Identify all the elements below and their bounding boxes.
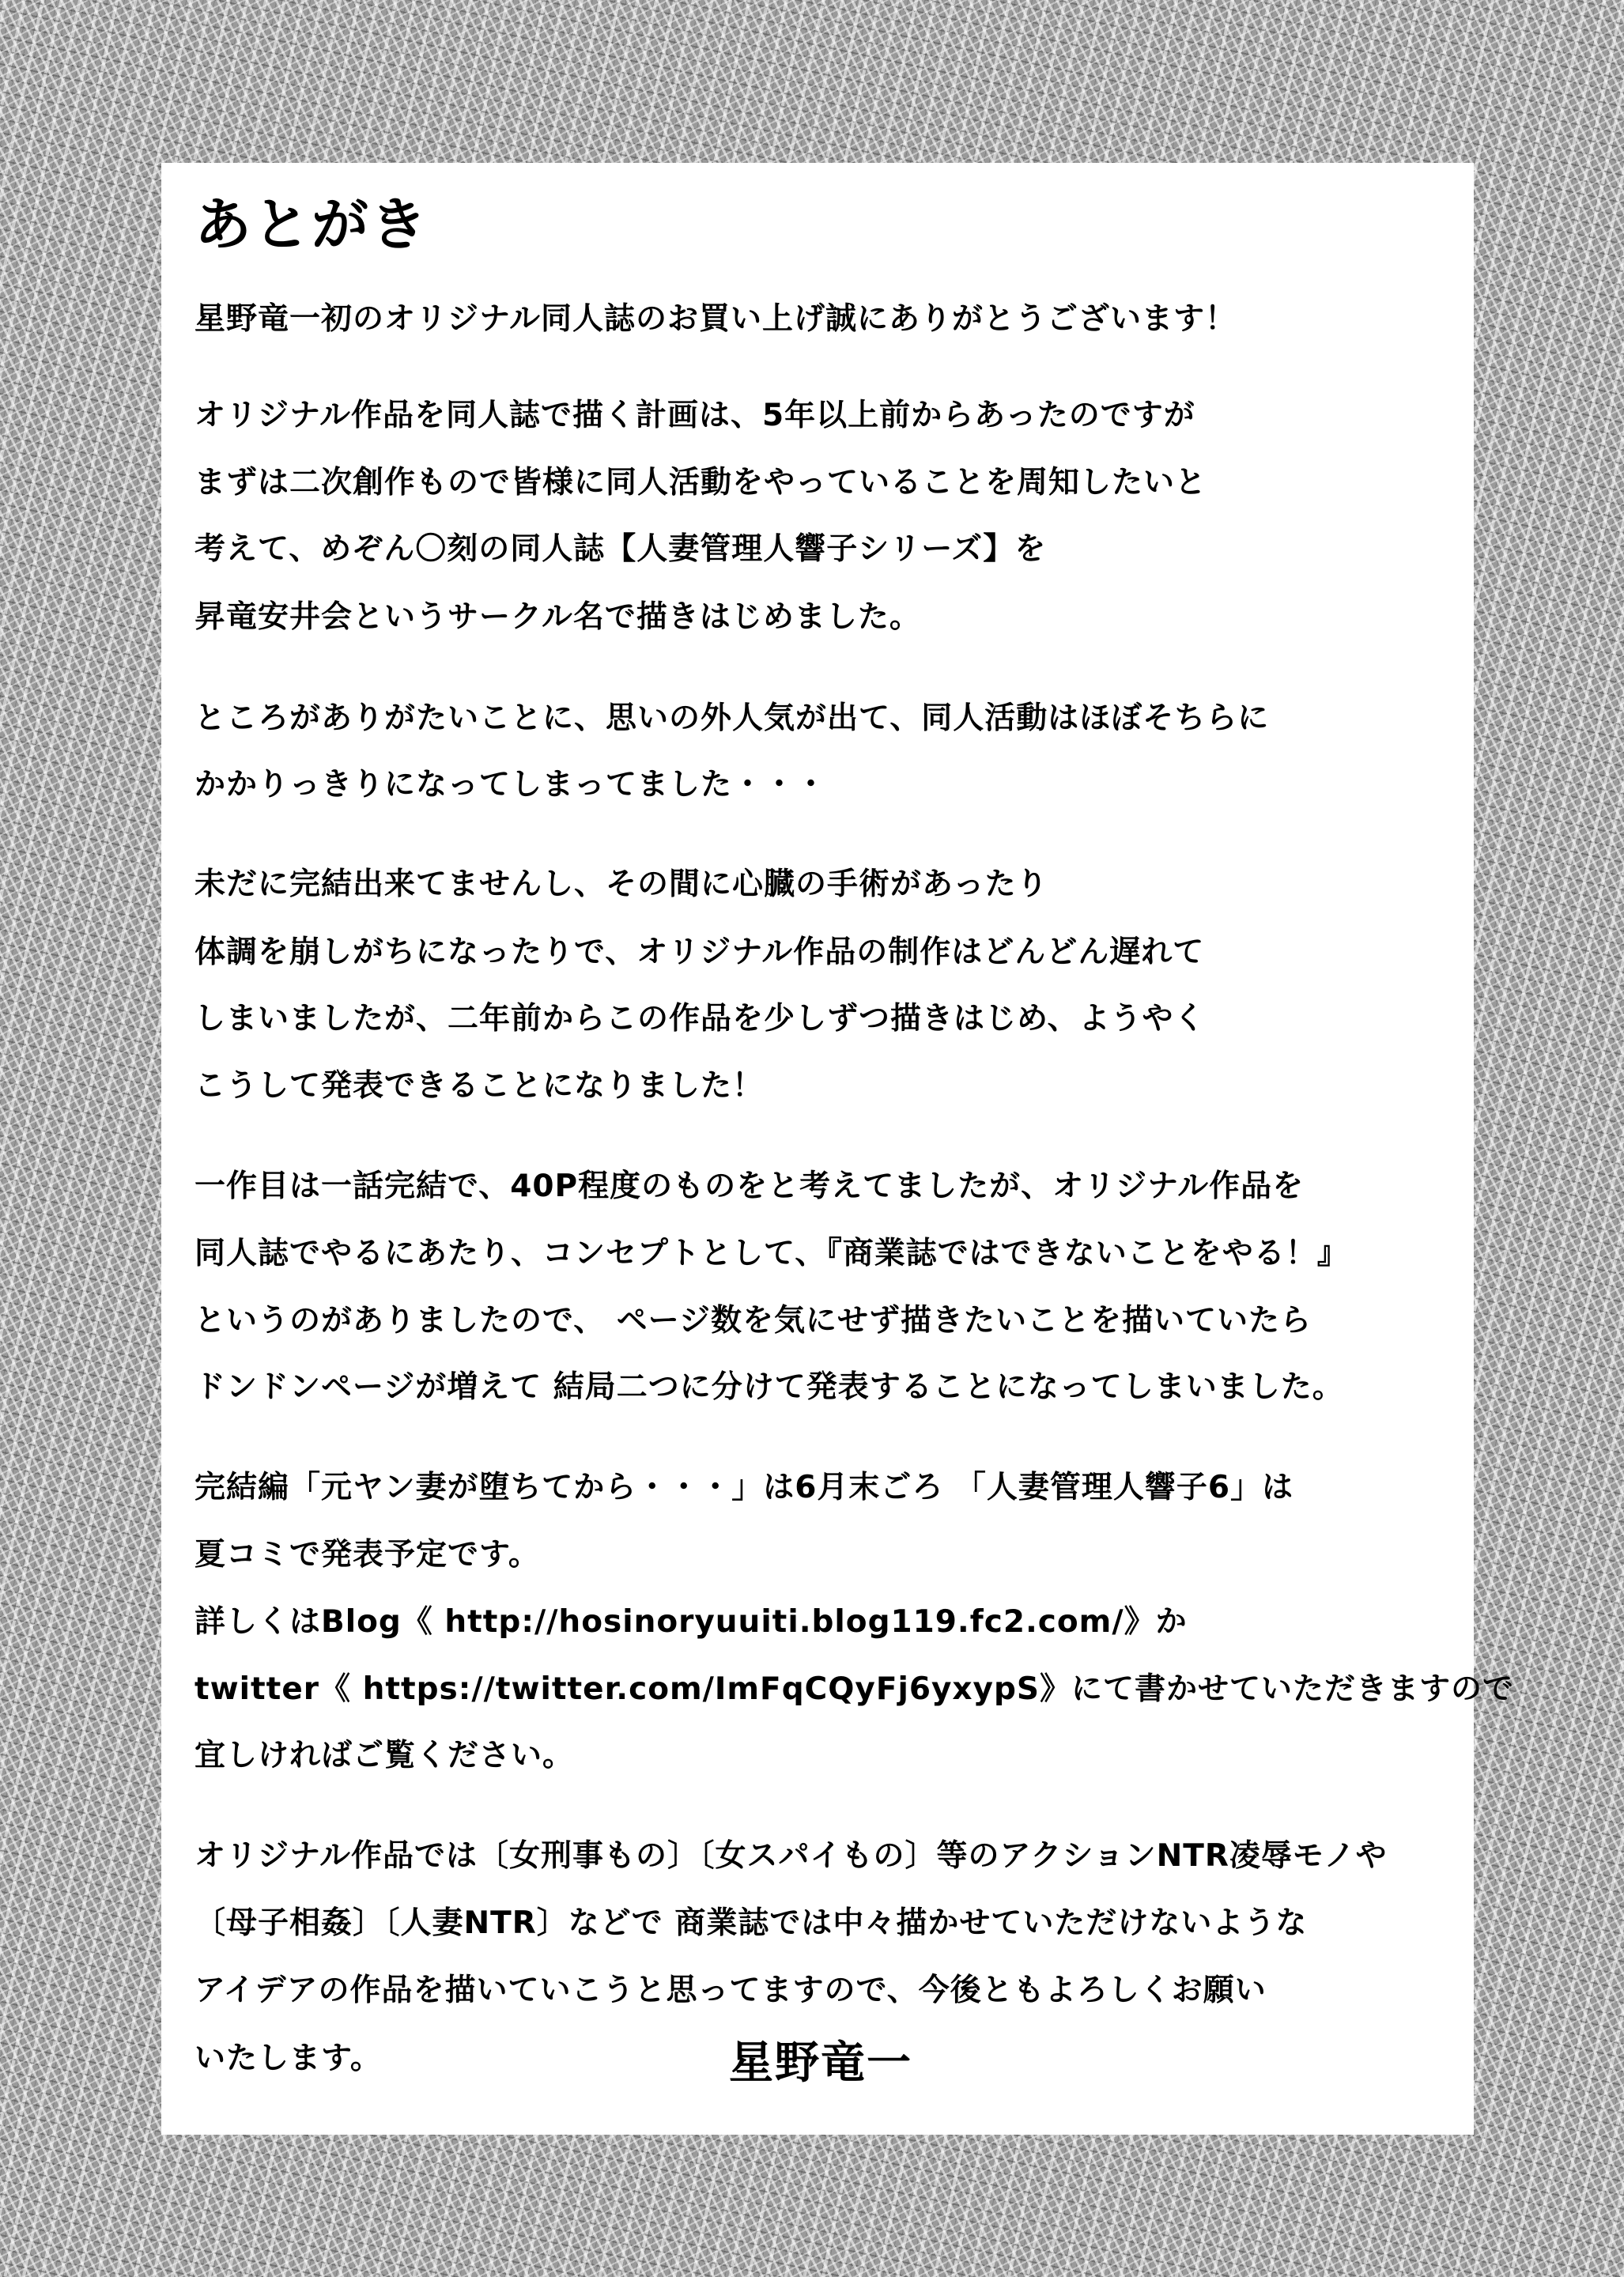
text-line: 〔母子相姦〕〔人妻NTR〕などで 商業誌では中々描かせていただけないような (195, 1905, 1308, 1941)
text-line: 考えて、めぞん〇刻の同人誌【人妻管理人響子シリーズ】を (195, 531, 1047, 567)
author-signature: 星野竜一 (729, 2037, 912, 2089)
text-line: 完結編「元ヤン妻が堕ちてから・・・」は6月末ごろ 「人妻管理人響子6」は (195, 1470, 1294, 1505)
text-line: 夏コミで発表予定です。 (195, 1537, 540, 1573)
text-line: オリジナル作品を同人誌で描く計画は、5年以上前からあったのですが (195, 398, 1195, 433)
text-line: 同人誌でやるにあたり、コンセプトとして、『商業誌ではできないことをやる！』 (195, 1236, 1349, 1271)
afterword-title: あとがき (195, 191, 429, 258)
text-line: 体調を崩しがちになったりで、オリジナル作品の制作はどんどん遅れて (195, 935, 1205, 970)
text-line: こうして発表できることになりました！ (195, 1068, 765, 1104)
text-line: ドンドンページが増えて 結局二つに分けて発表することになってしまいました。 (195, 1369, 1344, 1405)
blog-link-line: 詳しくはBlog《 http://hosinoryuuiti.blog119.fc2.com/》か (195, 1604, 1188, 1640)
text-line: 未だに完結出来てませんし、その間に心臓の手術があったり (195, 867, 1048, 902)
text-line: オリジナル作品では〔女刑事もの〕〔女スパイもの〕等のアクションNTR凌辱モノや (195, 1838, 1388, 1874)
text-line: ところがありがたいことに、思いの外人気が出て、同人活動はほぼそちらに (195, 700, 1270, 736)
twitter-link-line: twitter《 https://twitter.com/ImFqCQyFj6yxypS》にて書かせていただきますので (195, 1671, 1514, 1707)
text-line: 昇竜安井会というサークル名で描きはじめました。 (195, 599, 921, 635)
text-line: しまいましたが、二年前からこの作品を少しずつ描きはじめ、ようやく (195, 1001, 1206, 1037)
text-line: 一作目は一話完結で、40P程度のものをと考えてましたが、オリジナル作品を (195, 1169, 1305, 1204)
text-line: アイデアの作品を描いていこうと思ってますので、今後ともよろしくお願い (195, 1973, 1267, 2008)
text-line: というのがありましたので、 ページ数を気にせず描きたいことを描いていたら (195, 1303, 1312, 1339)
afterword-panel (161, 163, 1514, 2135)
text-line: 星野竜一初のオリジナル同人誌のお買い上げ誠にありがとうございます！ (195, 301, 1237, 337)
text-line: 宜しければご覧ください。 (195, 1738, 575, 1773)
text-line: まずは二次創作もので皆様に同人活動をやっていることを周知したいと (195, 465, 1207, 500)
text-line: かかりっきりになってしまってました・・・ (195, 767, 828, 802)
text-line: いたします。 (195, 2041, 382, 2076)
